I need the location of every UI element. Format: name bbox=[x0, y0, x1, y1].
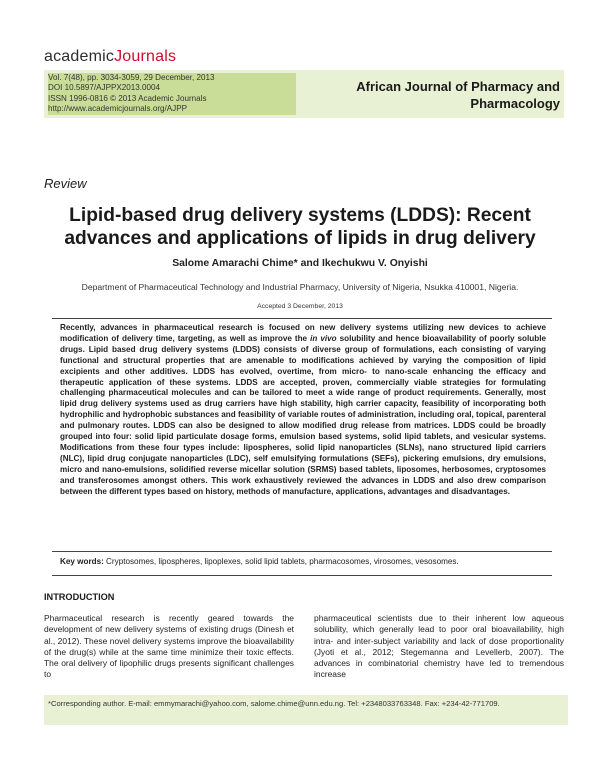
journal-name bbox=[320, 78, 560, 112]
abstract-text bbox=[60, 323, 546, 498]
keywords-text: Cryptosomes, lipospheres, lipoplexes, solid lipid tablets, pharmacosomes, virosomes, vesosomes. bbox=[103, 557, 459, 566]
logo-text-academic: academic bbox=[44, 48, 115, 65]
footnote-text: *Corresponding author. E-mail: emmymarachi@yahoo.com, salome.chime@unn.edu.ng. Tel: +2348033763348. Fax: +234-42-771709. bbox=[48, 699, 500, 708]
author-affiliation: Department of Pharmaceutical Technology and Industrial Pharmacy, University of Nigeria, Nsukka 410001, Nigeria. bbox=[81, 282, 519, 292]
section-heading-introduction: INTRODUCTION bbox=[44, 592, 115, 602]
publisher-logo bbox=[44, 48, 176, 66]
abstract-bottom-rule bbox=[52, 551, 552, 552]
journal-name-line2: Pharmacology bbox=[470, 96, 560, 111]
logo-text-journals: Journals bbox=[114, 48, 177, 65]
meta-doi: DOI 10.5897/AJPPX2013.0004 bbox=[48, 83, 161, 93]
keywords-bottom-rule bbox=[52, 575, 552, 576]
article-authors: Salome Amarachi Chime* and Ikechukwu V. Onyishi bbox=[172, 258, 428, 269]
corresponding-author-footnote bbox=[44, 695, 568, 725]
abstract-part1: Recently, advances in pharmaceutical research is focused on new delivery systems utilizing new devices to achieve modification of delivery time, targeting, as well as improve the bbox=[60, 323, 546, 343]
abstract-part2: solubility and hence bioavailability of poorly soluble drugs. Lipid based drug delivery systems (LDDS) consists of diverse group of formulations, each consisting of varying functional and structural properties that are amenable to modifications achieved by varying the composition of lipid excipients and other additives. LDDS has evolved, overtime, from micro- to nano-scale enhancing the efficacy and therapeutic application of these systems. LDDS are accepted, proven, commercially viable strategies for formulating challenging pharmaceutical molecules and can be tailored to meet a wide range of product requirements. Generally, most lipid drug delivery systems used as drug carriers have high stability, high carrier capacity, feasibility of incorporating both hydrophilic and hydrophobic substances and feasibility of variable routes of administration, including oral, topical, parenteral and pulmonary routes. LDDS can also be designed to allow modified drug release from matrices. LDDS could be broadly grouped into four: solid lipid particulate dosage forms, emulsion based systems, solid lipid tablets, and vesicular systems. Modifications from these four types include: lipospheres, solid lipid nanoparticles (SLNs), nano structured lipid carriers (NLC), lipid drug conjugate nanoparticles (LDC), self emulsifying formulations (SEFs), pickering emulsions, dry emulsions, micro and nano-emulsions, solidified reverse micellar solution (SRMS) based tablets, liposomes, herbosomes, cryptosomes and transferosomes amongst others. This work exhaustively reviewed the advances in LDDS and also drew comparison between the different types based on history, methods of manufacture, applications, advantages and disadvantages. bbox=[60, 333, 546, 496]
abstract-in-vivo: in vivo bbox=[310, 333, 337, 343]
abstract-top-rule bbox=[52, 318, 552, 319]
article-type: Review bbox=[44, 176, 87, 191]
keywords-label: Key words: bbox=[60, 557, 104, 566]
keywords bbox=[60, 557, 552, 566]
article-title: Lipid-based drug delivery systems (LDDS): Recent advances and applications of lipids in drug delivery bbox=[64, 205, 536, 249]
journal-meta bbox=[48, 73, 215, 114]
body-column-left: Pharmaceutical research is recently geared towards the development of new delivery systems of existing drugs (Dinesh et al., 2012). These novel delivery systems improve the bioavailability of the drug(s) while at the same time minimize their toxic effects. The oral delivery of lipophilic drugs presents significant challenges to bbox=[44, 613, 294, 680]
journal-name-line1: African Journal of Pharmacy and bbox=[356, 79, 560, 94]
meta-volume: Vol. 7(48), pp. 3034-3059, 29 December, 2013 bbox=[48, 73, 215, 82]
meta-url[interactable]: http://www.academicjournals.org/AJPP bbox=[48, 103, 188, 113]
meta-issn: ISSN 1996-0816 © 2013 Academic Journals bbox=[48, 93, 207, 103]
accepted-date: Accepted 3 December, 2013 bbox=[257, 303, 343, 310]
body-column-right: pharmaceutical scientists due to their inherent low aqueous solubility, which generally lead to poor oral bioavailability, high intra- and inter-subject variability and lack of dose proportionality (Jyoti et al., 2012; Stegemanna and Levellerb, 2007). The advances in combinatorial chemistry have led to tremendous increase bbox=[314, 613, 564, 680]
